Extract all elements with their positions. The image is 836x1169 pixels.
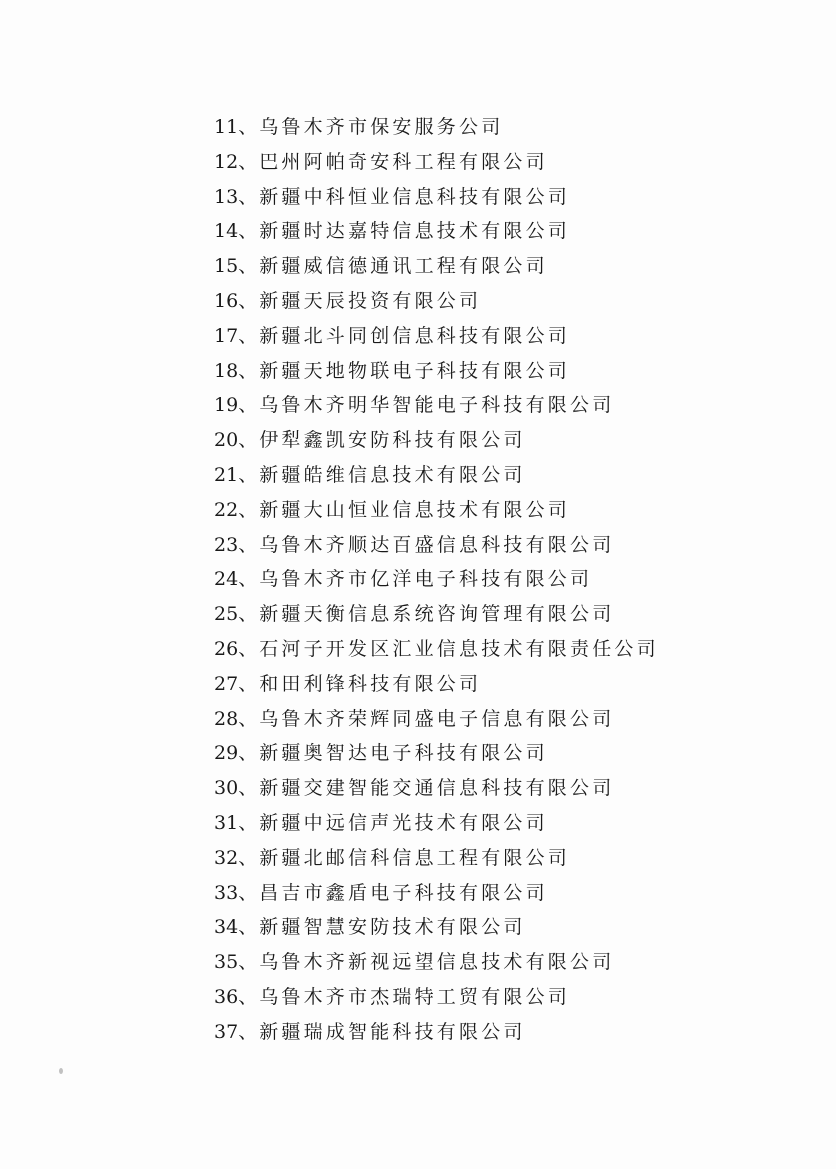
item-separator: 、 bbox=[238, 846, 258, 869]
list-item bbox=[214, 528, 659, 563]
item-number: 27 bbox=[214, 672, 239, 695]
item-number: 24 bbox=[214, 568, 239, 591]
company-name: 新疆时达嘉特信息技术有限公司 bbox=[259, 220, 571, 243]
company-name: 新疆交建智能交通信息科技有限公司 bbox=[259, 777, 615, 800]
list-item bbox=[214, 736, 659, 771]
item-separator: 、 bbox=[238, 951, 258, 974]
company-name: 伊犁鑫凯安防科技有限公司 bbox=[259, 429, 526, 452]
list-item bbox=[214, 354, 659, 389]
item-separator: 、 bbox=[238, 255, 258, 278]
company-name: 新疆天地物联电子科技有限公司 bbox=[259, 359, 571, 382]
company-name: 和田利锋科技有限公司 bbox=[259, 672, 482, 695]
item-separator: 、 bbox=[238, 498, 258, 521]
item-number: 21 bbox=[214, 463, 239, 486]
list-item bbox=[214, 597, 659, 632]
company-name: 新疆威信德通讯工程有限公司 bbox=[259, 255, 548, 278]
company-name: 巴州阿帕奇安科工程有限公司 bbox=[259, 150, 548, 173]
company-name: 新疆天衡信息系统咨询管理有限公司 bbox=[259, 603, 615, 626]
scan-speck bbox=[59, 1068, 63, 1074]
company-name: 乌鲁木齐市保安服务公司 bbox=[259, 116, 504, 138]
item-separator: 、 bbox=[238, 394, 258, 417]
list-item bbox=[214, 214, 659, 249]
company-name: 昌吉市鑫盾电子科技有限公司 bbox=[259, 881, 548, 904]
item-separator: 、 bbox=[238, 150, 258, 173]
list-item bbox=[214, 458, 659, 493]
company-name: 乌鲁木齐市亿洋电子科技有限公司 bbox=[259, 568, 593, 591]
company-name: 乌鲁木齐顺达百盛信息科技有限公司 bbox=[259, 533, 615, 556]
item-separator: 、 bbox=[238, 916, 258, 939]
item-separator: 、 bbox=[238, 429, 258, 452]
item-number: 23 bbox=[214, 533, 239, 556]
item-separator: 、 bbox=[238, 985, 258, 1008]
item-number: 20 bbox=[214, 429, 239, 452]
item-number: 29 bbox=[214, 742, 239, 765]
list-item bbox=[214, 388, 659, 423]
company-name: 乌鲁木齐明华智能电子科技有限公司 bbox=[259, 394, 615, 417]
item-separator: 、 bbox=[238, 289, 258, 312]
list-item bbox=[214, 423, 659, 458]
item-separator: 、 bbox=[238, 533, 258, 556]
item-separator: 、 bbox=[238, 881, 258, 904]
item-number: 31 bbox=[214, 811, 239, 834]
list-item bbox=[214, 980, 659, 1015]
company-name: 新疆智慧安防技术有限公司 bbox=[259, 916, 526, 939]
company-name: 新疆天辰投资有限公司 bbox=[259, 289, 482, 312]
list-item bbox=[214, 493, 659, 528]
item-separator: 、 bbox=[238, 324, 258, 347]
company-name: 新疆中远信声光技术有限公司 bbox=[259, 811, 548, 834]
item-number: 15 bbox=[214, 255, 239, 278]
item-number: 19 bbox=[214, 394, 239, 417]
list-item bbox=[214, 806, 659, 841]
item-separator: 、 bbox=[238, 1020, 258, 1043]
item-number: 32 bbox=[214, 846, 239, 869]
company-name: 乌鲁木齐新视远望信息技术有限公司 bbox=[259, 951, 615, 974]
item-separator: 、 bbox=[238, 220, 258, 243]
item-separator: 、 bbox=[238, 463, 258, 486]
company-name: 新疆北邮信科信息工程有限公司 bbox=[259, 846, 571, 869]
item-number: 33 bbox=[214, 881, 239, 904]
list-item bbox=[214, 284, 659, 319]
item-number: 26 bbox=[214, 637, 239, 660]
list-item bbox=[214, 771, 659, 806]
list-item bbox=[214, 1015, 659, 1050]
item-number: 12 bbox=[214, 150, 239, 173]
list-item bbox=[214, 249, 659, 284]
company-name: 乌鲁木齐荣辉同盛电子信息有限公司 bbox=[259, 707, 615, 730]
list-item bbox=[214, 876, 659, 911]
item-number: 28 bbox=[214, 707, 239, 730]
item-number: 35 bbox=[214, 951, 239, 974]
item-separator: 、 bbox=[238, 742, 258, 765]
company-name: 新疆皓维信息技术有限公司 bbox=[259, 463, 526, 486]
company-name: 新疆大山恒业信息技术有限公司 bbox=[259, 498, 571, 521]
list-item bbox=[214, 145, 659, 180]
list-item bbox=[214, 180, 659, 215]
company-name: 石河子开发区汇业信息技术有限责任公司 bbox=[259, 637, 659, 660]
item-separator: 、 bbox=[238, 672, 258, 695]
item-number: 16 bbox=[214, 289, 239, 312]
item-number: 30 bbox=[214, 777, 239, 800]
list-item bbox=[214, 945, 659, 980]
list-item bbox=[214, 110, 659, 145]
item-separator: 、 bbox=[238, 777, 258, 800]
item-separator: 、 bbox=[238, 811, 258, 834]
list-item bbox=[214, 632, 659, 667]
item-separator: 、 bbox=[238, 637, 258, 660]
item-separator: 、 bbox=[238, 359, 258, 382]
item-separator: 、 bbox=[238, 185, 258, 208]
list-item bbox=[214, 910, 659, 945]
company-name: 新疆中科恒业信息科技有限公司 bbox=[259, 185, 571, 208]
item-number: 18 bbox=[214, 359, 239, 382]
item-number: 11 bbox=[214, 116, 239, 138]
item-number: 25 bbox=[214, 603, 239, 626]
list-item bbox=[214, 562, 659, 597]
item-separator: 、 bbox=[238, 603, 258, 626]
item-separator: 、 bbox=[238, 707, 258, 730]
item-number: 22 bbox=[214, 498, 239, 521]
list-item bbox=[214, 841, 659, 876]
company-name: 新疆奥智达电子科技有限公司 bbox=[259, 742, 548, 765]
item-separator: 、 bbox=[238, 568, 258, 591]
item-number: 13 bbox=[214, 185, 239, 208]
item-number: 14 bbox=[214, 220, 239, 243]
list-item bbox=[214, 667, 659, 702]
company-name: 乌鲁木齐市杰瑞特工贸有限公司 bbox=[259, 985, 571, 1008]
item-number: 34 bbox=[214, 916, 239, 939]
item-number: 37 bbox=[214, 1020, 239, 1043]
item-separator: 、 bbox=[238, 116, 258, 138]
item-number: 17 bbox=[214, 324, 239, 347]
company-name: 新疆瑞成智能科技有限公司 bbox=[259, 1020, 526, 1043]
item-number: 36 bbox=[214, 985, 239, 1008]
company-list bbox=[214, 110, 659, 1050]
company-name: 新疆北斗同创信息科技有限公司 bbox=[259, 324, 571, 347]
list-item bbox=[214, 702, 659, 737]
list-item bbox=[214, 319, 659, 354]
